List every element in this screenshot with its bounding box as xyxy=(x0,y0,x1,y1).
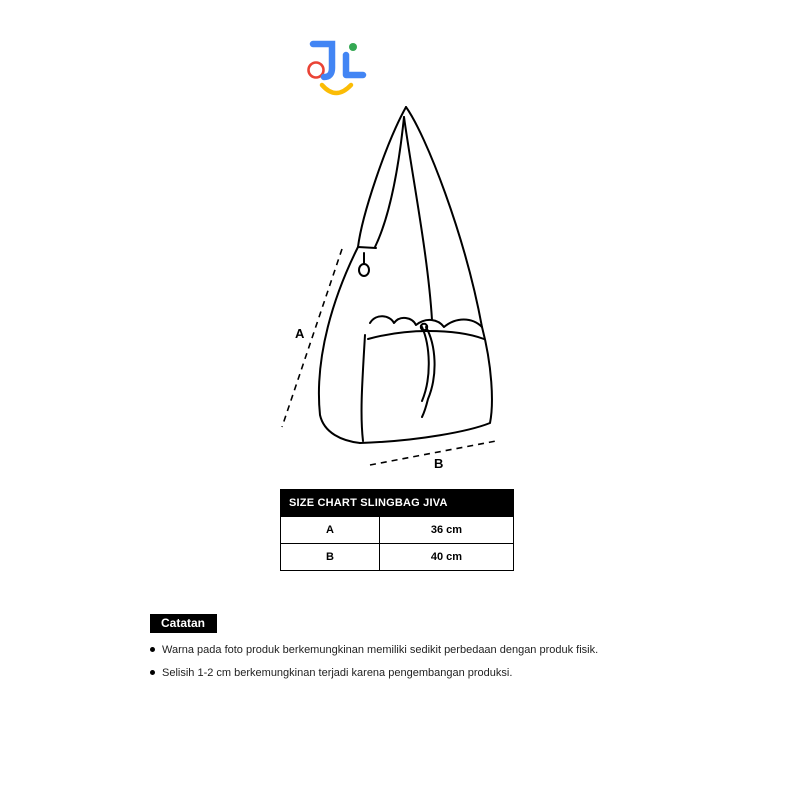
sling-bag-illustration-icon xyxy=(260,95,540,480)
list-item xyxy=(150,663,598,686)
size-key-cell: B xyxy=(281,544,380,571)
table-row xyxy=(281,544,514,571)
bullet-icon xyxy=(150,647,155,652)
dimension-label-a: A xyxy=(295,326,305,341)
size-chart-table xyxy=(280,489,514,571)
note-text: Selisih 1-2 cm berkemungkinan terjadi karena pengembangan produksi. xyxy=(162,667,513,679)
notes-title: Catatan xyxy=(150,614,217,633)
dimension-label-b: B xyxy=(434,456,444,471)
size-value-cell: 36 cm xyxy=(380,517,514,544)
size-key-cell: A xyxy=(281,517,380,544)
size-chart-title: SIZE CHART SLINGBAG JIVA xyxy=(281,490,514,517)
table-row xyxy=(281,517,514,544)
bullet-icon xyxy=(150,670,155,675)
note-text: Warna pada foto produk berkemungkinan memiliki sedikit perbedaan dengan produk fisik. xyxy=(162,644,599,656)
size-value-cell: 40 cm xyxy=(380,544,514,571)
sling-bag-illustration xyxy=(260,95,540,480)
notes-list xyxy=(150,640,598,686)
size-chart-header-row xyxy=(281,490,514,517)
list-item xyxy=(150,640,598,663)
